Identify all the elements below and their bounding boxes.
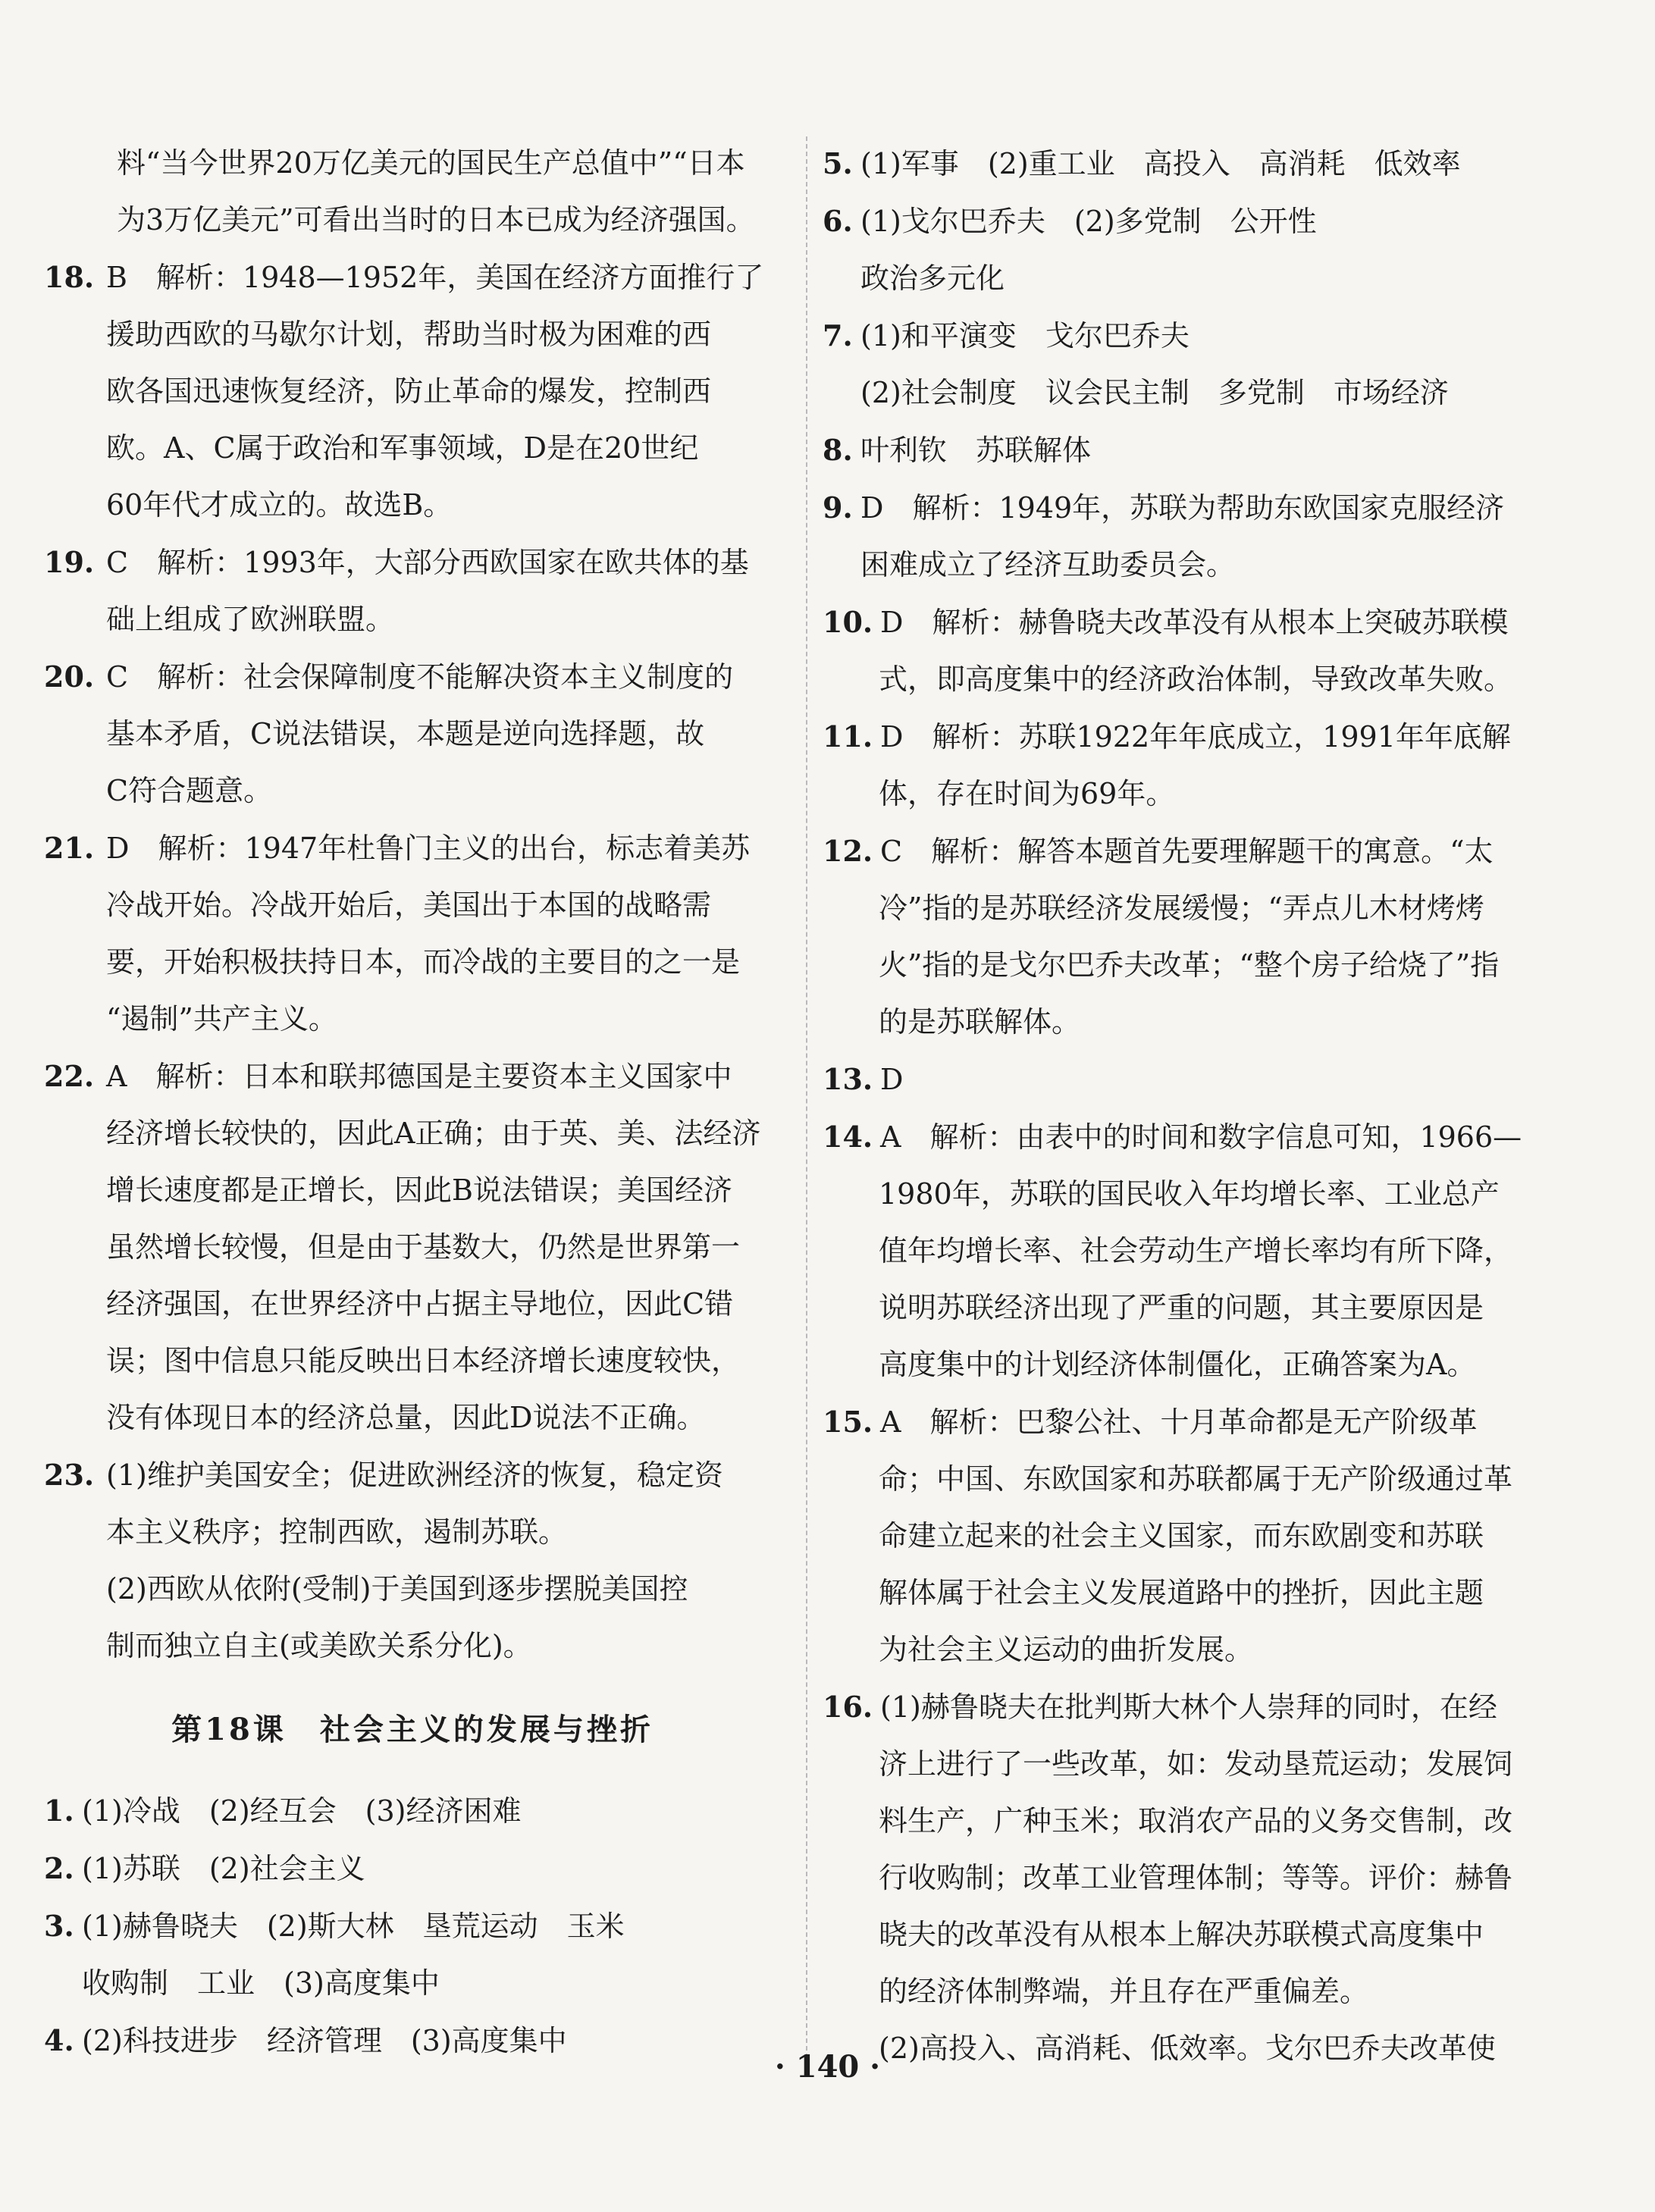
answer-6 [823, 193, 1581, 307]
text-line: 的经济体制弊端，并且存在严重偏差。 [879, 1975, 1369, 2008]
answer-1 [44, 1782, 781, 1840]
text-line: 援助西欧的马歇尔计划，帮助当时极为困难的西 [106, 318, 712, 351]
answer-3 [44, 1897, 781, 2012]
text-line: 要，开始积极扶持日本，而冷战的主要目的之一是 [106, 945, 741, 979]
text-line: 为3万亿美元”可看出当时的日本已成为经济强国。 [117, 203, 755, 237]
page-number: · 140 · [774, 2049, 881, 2085]
text-line: C符合题意。 [106, 774, 273, 807]
text-line: 料生产，广种玉米；取消农产品的义务交售制，改 [879, 1804, 1513, 1838]
answer-number: 15. [823, 1405, 873, 1439]
text-line: 60年代才成立的。故选B。 [106, 488, 453, 522]
answer-number: 14. [823, 1120, 873, 1154]
text-line: 经济增长较快的，因此A正确；由于英、美、法经济 [106, 1117, 761, 1150]
text-line: C 解析：解答本题首先要理解题干的寓意。“太 [880, 835, 1494, 868]
answer-number: 3. [44, 1909, 74, 1943]
answer-22 [44, 1048, 781, 1446]
text-line: 叶利钦 苏联解体 [860, 434, 1092, 467]
text-line: (1)维护美国安全；促进欧洲经济的恢复，稳定资 [106, 1458, 723, 1492]
text-line: (1)冷战 (2)经互会 (3)经济困难 [82, 1794, 522, 1828]
text-line: 命建立起来的社会主义国家，而东欧剧变和苏联 [879, 1519, 1484, 1552]
text-line: C 解析：社会保障制度不能解决资本主义制度的 [106, 660, 734, 694]
text-line: 没有体现日本的经济总量，因此D说法不正确。 [106, 1401, 706, 1434]
text-line: 1980年，苏联的国民收入年均增长率、工业总产 [879, 1177, 1500, 1211]
answer-number: 13. [823, 1062, 873, 1096]
text-line: 为社会主义运动的曲折发展。 [879, 1633, 1254, 1666]
answer-number: 5. [823, 146, 853, 180]
text-line: (1)苏联 (2)社会主义 [82, 1852, 365, 1885]
text-line: D 解析：苏联1922年年底成立，1991年年底解 [880, 720, 1511, 754]
text-line: 础上组成了欧洲联盟。 [106, 603, 395, 636]
text-line: A 解析：由表中的时间和数字信息可知，1966— [880, 1120, 1522, 1154]
lesson-title: 第18课 社会主义的发展与挫折 [171, 1712, 654, 1747]
answer-16 [823, 1678, 1581, 2077]
continued-answer [44, 135, 781, 249]
text-line: A 解析：巴黎公社、十月革命都是无产阶级革 [880, 1405, 1478, 1439]
answer-number: 16. [823, 1690, 873, 1724]
answer-number: 9. [823, 490, 853, 525]
text-line: (1)赫鲁晓夫 (2)斯大林 垦荒运动 玉米 [82, 1910, 625, 1943]
text-line: 高度集中的计划经济体制僵化，正确答案为A。 [879, 1348, 1476, 1381]
answer-11 [823, 708, 1581, 822]
answer-number: 12. [823, 834, 873, 868]
text-line: 式，即高度集中的经济政治体制，导致改革失败。 [879, 663, 1513, 696]
answer-number: 8. [823, 433, 853, 467]
text-line: 解体属于社会主义发展道路中的挫折，因此主题 [879, 1576, 1484, 1609]
answer-number: 2. [44, 1851, 74, 1885]
text-line: “遏制”共产主义。 [106, 1002, 337, 1036]
text-line: 欧各国迅速恢复经济，防止革命的爆发，控制西 [106, 374, 712, 408]
text-line: 政治多元化 [860, 262, 1005, 295]
text-line: A 解析：日本和联邦德国是主要资本主义国家中 [106, 1060, 732, 1093]
text-line: D [880, 1063, 904, 1096]
answer-5 [823, 135, 1581, 193]
answer-number: 4. [44, 2023, 74, 2057]
answer-number: 22. [44, 1059, 95, 1093]
text-line: 经济强国，在世界经济中占据主导地位，因此C错 [106, 1287, 734, 1321]
left-column [44, 135, 781, 2069]
answer-13 [823, 1051, 1581, 1108]
text-line: 制而独立自主(或美欧关系分化)。 [106, 1629, 532, 1662]
text-line: 本主义秩序；控制西欧，遏制苏联。 [106, 1515, 568, 1549]
right-column [823, 135, 1581, 2077]
text-line: 欧。A、C属于政治和军事领域，D是在20世纪 [106, 431, 699, 465]
text-line: (2)科技进步 经济管理 (3)高度集中 [82, 2024, 567, 2057]
answer-number: 19. [44, 545, 95, 579]
text-line: 收购制 工业 (3)高度集中 [82, 1966, 440, 2000]
text-line: D 解析：1949年，苏联为帮助东欧国家克服经济 [860, 491, 1505, 525]
answer-23 [44, 1446, 781, 1675]
answer-10 [823, 594, 1581, 708]
answer-number: 7. [823, 318, 853, 352]
answer-2 [44, 1840, 781, 1897]
text-line: 命；中国、东欧国家和苏联都属于无产阶级通过革 [879, 1462, 1513, 1496]
answer-9 [823, 479, 1581, 594]
answer-number: 23. [44, 1458, 95, 1492]
column-divider [806, 136, 807, 2066]
text-line: (1)军事 (2)重工业 高投入 高消耗 低效率 [860, 147, 1461, 180]
text-line: (1)赫鲁晓夫在批判斯大林个人崇拜的同时，在经 [880, 1690, 1497, 1724]
text-line: (2)社会制度 议会民主制 多党制 市场经济 [860, 376, 1449, 409]
text-line: B 解析：1948—1952年，美国在经济方面推行了 [106, 261, 764, 294]
text-line: 冷”指的是苏联经济发展缓慢；“弄点儿木材烤烤 [879, 891, 1484, 925]
text-line: 说明苏联经济出现了严重的问题，其主要原因是 [879, 1291, 1484, 1324]
text-line: D 解析：赫鲁晓夫改革没有从根本上突破苏联模 [880, 606, 1509, 639]
answer-12 [823, 822, 1581, 1051]
answer-number: 10. [823, 605, 873, 639]
answer-15 [823, 1393, 1581, 1678]
text-line: 行收购制；改革工业管理体制；等等。评价：赫鲁 [879, 1861, 1513, 1894]
answer-18 [44, 249, 781, 534]
answer-14 [823, 1108, 1581, 1393]
text-line: C 解析：1993年，大部分西欧国家在欧共体的基 [106, 546, 749, 579]
answer-number: 21. [44, 831, 95, 865]
text-line: 增长速度都是正增长，因此B说法错误；美国经济 [106, 1173, 732, 1207]
text-line: 料“当今世界20万亿美元的国民生产总值中”“日本 [117, 146, 745, 180]
text-line: 值年均增长率、社会劳动生产增长率均有所下降， [879, 1234, 1513, 1267]
answer-number: 11. [823, 719, 873, 754]
text-line: (2)西欧从依附(受制)于美国到逐步摆脱美国控 [106, 1572, 688, 1606]
text-line: 晓夫的改革没有从根本上解决苏联模式高度集中 [879, 1918, 1484, 1951]
text-line: (1)和平演变 戈尔巴乔夫 [860, 319, 1190, 352]
answer-8 [823, 421, 1581, 479]
answer-number: 1. [44, 1794, 74, 1828]
text-line: 基本矛盾，C说法错误，本题是逆向选择题，故 [106, 717, 705, 750]
text-line: 误；图中信息只能反映出日本经济增长速度较快， [106, 1344, 741, 1377]
text-line: 火”指的是戈尔巴乔夫改革；“整个房子给烧了”指 [879, 948, 1500, 982]
text-line: 济上进行了一些改革，如：发动垦荒运动；发展饲 [879, 1747, 1513, 1781]
text-line: D 解析：1947年杜鲁门主义的出台，标志着美苏 [106, 832, 751, 865]
answer-number: 6. [823, 204, 853, 238]
text-line: (1)戈尔巴乔夫 (2)多党制 公开性 [860, 205, 1317, 238]
text-line: 的是苏联解体。 [879, 1005, 1081, 1039]
answer-20 [44, 648, 781, 819]
answer-number: 20. [44, 660, 95, 694]
text-line: 体，存在时间为69年。 [879, 777, 1175, 810]
answer-21 [44, 819, 781, 1048]
text-line: 虽然增长较慢，但是由于基数大，仍然是世界第一 [106, 1230, 741, 1264]
answer-number: 18. [44, 260, 95, 294]
answer-7 [823, 307, 1581, 421]
text-line: 困难成立了经济互助委员会。 [860, 548, 1236, 581]
text-line: 冷战开始。冷战开始后，美国出于本国的战略需 [106, 888, 712, 922]
text-line: (2)高投入、高消耗、低效率。戈尔巴乔夫改革使 [879, 2032, 1496, 2065]
answer-19 [44, 534, 781, 648]
